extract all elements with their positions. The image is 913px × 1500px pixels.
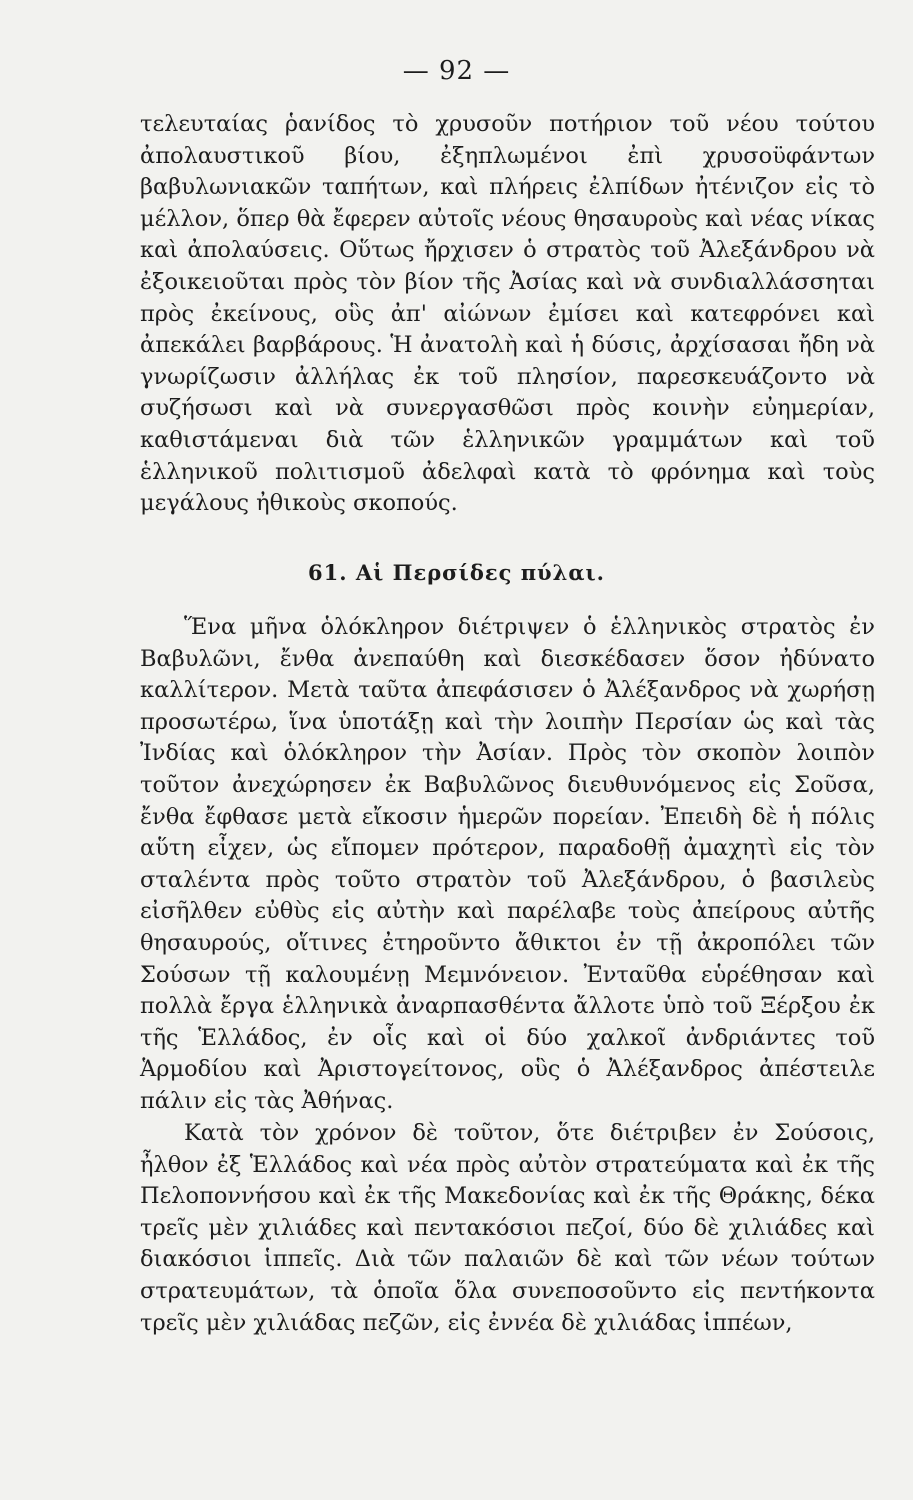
paragraph-continuation	[140, 109, 875, 520]
paragraph-text: Κατὰ τὸν χρόνον δὲ τοῦτον, ὅτε διέτριβεν ἐν Σούσοις, ἦλθον ἐξ Ἑλλάδος καὶ νέα πρὸς αὐτὸν στρατεύματα καὶ ἐκ τῆς Πελοποννήσου καὶ ἐκ τῆς Μακεδονίας καὶ ἐκ τῆς Θράκης, δέκα τρεῖς μὲν χιλιάδες καὶ πεντακόσιοι πεζοί, δύο δὲ χιλιάδες καὶ διακόσιοι ἱππεῖς. Διὰ τῶν παλαιῶν δὲ καὶ τῶν νέων τούτων στρατευμάτων, τὰ ὁποῖα ὅλα συνεποσοῦντο εἰς πεντήκοντα τρεῖς μὲν χιλιάδας πεζῶν, εἰς ἐννέα δὲ χιλιάδας ἱππέων,	[140, 1120, 875, 1336]
paragraph-text: Ἕνα μῆνα ὁλόκληρον διέτριψεν ὁ ἑλληνικὸς στρατὸς ἐν Βαβυλῶνι, ἔνθα ἀνεπαύθη καὶ διεσκέδασεν ὅσον ἠδύνατο καλλίτερον. Μετὰ ταῦτα ἀπεφάσισεν ὁ Ἀλέξανδρος νὰ χωρήσῃ προσωτέρω, ἵνα ὑποτάξῃ καὶ τὴν λοιπὴν Περσίαν ὡς καὶ τὰς Ἰνδίας καὶ ὁλόκληρον τὴν Ἀσίαν. Πρὸς τὸν σκοπὸν λοιπὸν τοῦτον ἀνεχώρησεν ἐκ Βαβυλῶνος διευθυνόμενος εἰς Σοῦσα, ἔνθα ἔφθασε μετὰ εἴκοσιν ἡμερῶν πορείαν. Ἐπειδὴ δὲ ἡ πόλις αὕτη εἶχεν, ὡς εἴπομεν πρότερον, παραδοθῇ ἀμαχητὶ εἰς τὸν σταλέντα πρὸς τοῦτο στρατὸν τοῦ Ἀλεξάνδρου, ὁ βασιλεὺς εἰσῆλθεν εὐθὺς εἰς αὐτὴν καὶ παρέλαβε τοὺς ἀπείρους αὐτῆς θησαυρούς, οἵτινες ἐτηροῦντο ἄθικτοι ἐν τῇ ἀκροπόλει τῶν Σούσων τῇ καλουμένῃ Μεμνόνειον. Ἐνταῦθα εὑρέθησαν καὶ πολλὰ ἔργα ἑλληνικὰ ἀναρπασθέντα ἄλλοτε ὑπὸ τοῦ Ξέρξου ἐκ τῆς Ἑλλάδος, ἐν οἷς καὶ οἱ δύο χαλκοῖ ἀνδριάντες τοῦ Ἁρμοδίου καὶ Ἀριστογείτονος, οὓς ὁ Ἀλέξανδρος ἀπέστειλε πάλιν εἰς τὰς Ἀθήνας.	[140, 614, 875, 1114]
paragraph-babylon	[140, 612, 875, 1118]
page-number: — 92 —	[402, 56, 511, 86]
paragraph-reinforcements	[140, 1118, 875, 1339]
paragraph-text: τελευταίας ῥανίδος τὸ χρυσοῦν ποτήριον τοῦ νέου τούτου ἀπολαυστικοῦ βίου, ἐξηπλωμένοι ἐπὶ χρυσοϋφάντων βαβυλωνιακῶν ταπήτων, καὶ πλήρεις ἐλπίδων ἠτένιζον εἰς τὸ μέλλον, ὅπερ θὰ ἔφερεν αὐτοῖς νέους θησαυροὺς καὶ νέας νίκας καὶ ἀπολαύσεις. Οὕτως ἤρχισεν ὁ στρατὸς τοῦ Ἀλεξάνδρου νὰ ἐξοικειοῦται πρὸς τὸν βίον τῆς Ἀσίας καὶ νὰ συνδιαλλάσσηται πρὸς ἐκείνους, οὓς ἀπ' αἰώνων ἐμίσει καὶ κατεφρόνει καὶ ἀπεκάλει βαρβάρους. Ἡ ἀνατολὴ καὶ ἡ δύσις, ἀρχίσασαι ἤδη νὰ γνωρίζωσιν ἀλλήλας ἐκ τοῦ πλησίον, παρεσκευάζοντο νὰ συζήσωσι καὶ νὰ συνεργασθῶσι πρὸς κοινὴν εὐημερίαν, καθιστάμεναι διὰ τῶν ἑλληνικῶν γραμμάτων καὶ τοῦ ἑλληνικοῦ πολιτισμοῦ ἀδελφαὶ κατὰ τὸ φρόνημα καὶ τοὺς μεγάλους ἠθικοὺς σκοπούς.	[140, 111, 875, 517]
section-heading: 61. Αἱ Περσίδες πύλαι.	[308, 560, 605, 585]
